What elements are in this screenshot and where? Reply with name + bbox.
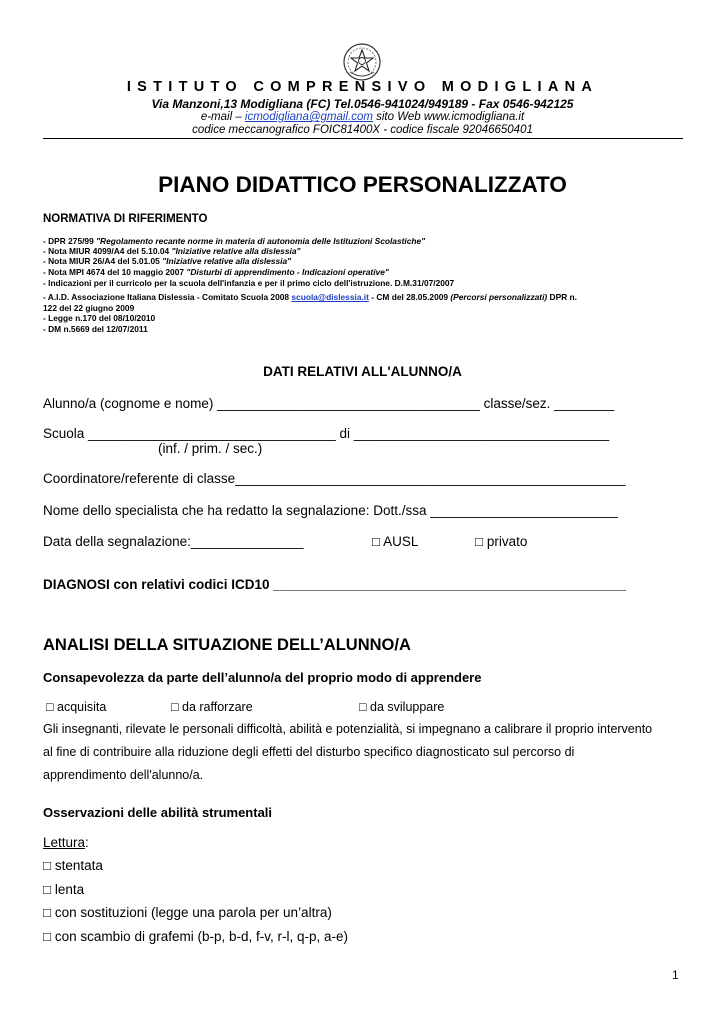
diagnosi-field[interactable]: DIAGNOSI con relativi codici ICD10 _______________________________________________ [43,577,627,592]
normativa-item: - DPR 275/99 "Regolamento recante norme in materia di autonomia delle Istituzioni Scolastiche" [43,236,426,246]
normativa-item: - Nota MIUR 4099/A4 del 5.10.04 "Iniziative relative alla dislessia" [43,246,301,256]
document-title: PIANO DIDATTICO PERSONALIZZATO [158,172,567,197]
analisi-paragraph-line: al fine di contribuire alla riduzione degli effetti del disturbo specifico diagnosticato sul percorso di [43,745,575,759]
lettura-option[interactable]: □ stentata [43,858,103,873]
ausl-checkbox[interactable]: □ AUSL [372,534,419,549]
normativa-item-legge: - Legge n.170 del 08/10/2010 [43,313,156,323]
scuola-field[interactable]: Scuola _________________________________ di __________________________________ [43,426,610,441]
alunno-field[interactable]: Alunno/a (cognome e nome) ___________________________________ classe/sez. ________ [43,396,615,411]
analisi-paragraph-line: apprendimento dell'alunno/a. [43,768,204,782]
data-segnalazione-field[interactable]: Data della segnalazione:_______________ [43,534,304,549]
lettura-option[interactable]: □ lenta [43,882,85,897]
normativa-heading: NORMATIVA DI RIFERIMENTO [43,213,208,225]
normativa-item-dm: - DM n.5669 del 12/07/2011 [43,324,148,334]
school-codes: codice meccanografico FOIC81400X - codice fiscale 92046650401 [192,124,533,136]
lettura-option[interactable]: □ con sostituzioni (legge una parola per un’altra) [43,905,332,920]
school-contacts [0,111,725,123]
aid-email-link[interactable]: scuola@dislessia.it [291,292,369,302]
normativa-item: - Indicazioni per il curricolo per la scuola dell'infanzia e per il primo ciclo dell'istruzione. D.M.31/07/2007 [43,278,455,288]
acquisita-checkbox[interactable]: □ acquisita [46,700,107,714]
consapevolezza-heading: Consapevolezza da parte dell’alunno/a del proprio modo di apprendere [43,670,482,685]
normativa-item-aid-cont: 122 del 22 giugno 2009 [43,303,135,313]
rafforzare-checkbox[interactable]: □ da rafforzare [171,700,253,714]
lettura-option[interactable]: □ con scambio di grafemi (b-p, b-d, f-v, r-l, q-p, a-e) [43,929,348,944]
coordinatore-field[interactable]: Coordinatore/referente di classe____________________________________________________ [43,471,626,486]
website-text: sito Web www.icmodigliana.it [372,111,525,123]
dati-heading: DATI RELATIVI ALL'ALUNNO/A [263,364,462,379]
sviluppare-checkbox[interactable]: □ da sviluppare [359,700,445,714]
scuola-hint: (inf. / prim. / sec.) [158,441,263,456]
analisi-heading: ANALISI DELLA SITUAZIONE DELL’ALUNNO/A [43,636,411,654]
school-name: ISTITUTO COMPRENSIVO MODIGLIANA [126,79,599,95]
republic-emblem-icon [342,42,382,82]
specialista-field[interactable]: Nome dello specialista che ha redatto la segnalazione: Dott./ssa _________________________ [43,503,618,518]
email-link[interactable]: icmodigliana@gmail.com [244,111,373,123]
osservazioni-heading: Osservazioni delle abilità strumentali [43,805,273,820]
page-number: 1 [672,968,679,982]
header-divider [43,138,683,139]
privato-checkbox[interactable]: □ privato [475,534,528,549]
normativa-item: - Nota MPI 4674 del 10 maggio 2007 "Disturbi di apprendimento - Indicazioni operative" [43,267,389,277]
normativa-item: - Nota MIUR 26/A4 del 5.01.05 "Iniziative relative alla dislessia" [43,256,292,266]
email-prefix: e-mail – [200,111,245,123]
lettura-label: Lettura: [43,835,89,850]
normativa-item-aid: - A.I.D. Associazione Italiana Dislessia - Comitato Scuola 2008 scuola@dislessia.it - CM del 28.05.2009 (Percorsi personalizzati) DPR n. [43,292,577,302]
analisi-paragraph-line: Gli insegnanti, rilevate le personali difficoltà, abilità e potenzialità, si impegnano a calibrare il proprio intervento [43,722,653,736]
school-address: Via Manzoni,13 Modigliana (FC) Tel.0546-941024/949189 - Fax 0546-942125 [151,97,574,111]
